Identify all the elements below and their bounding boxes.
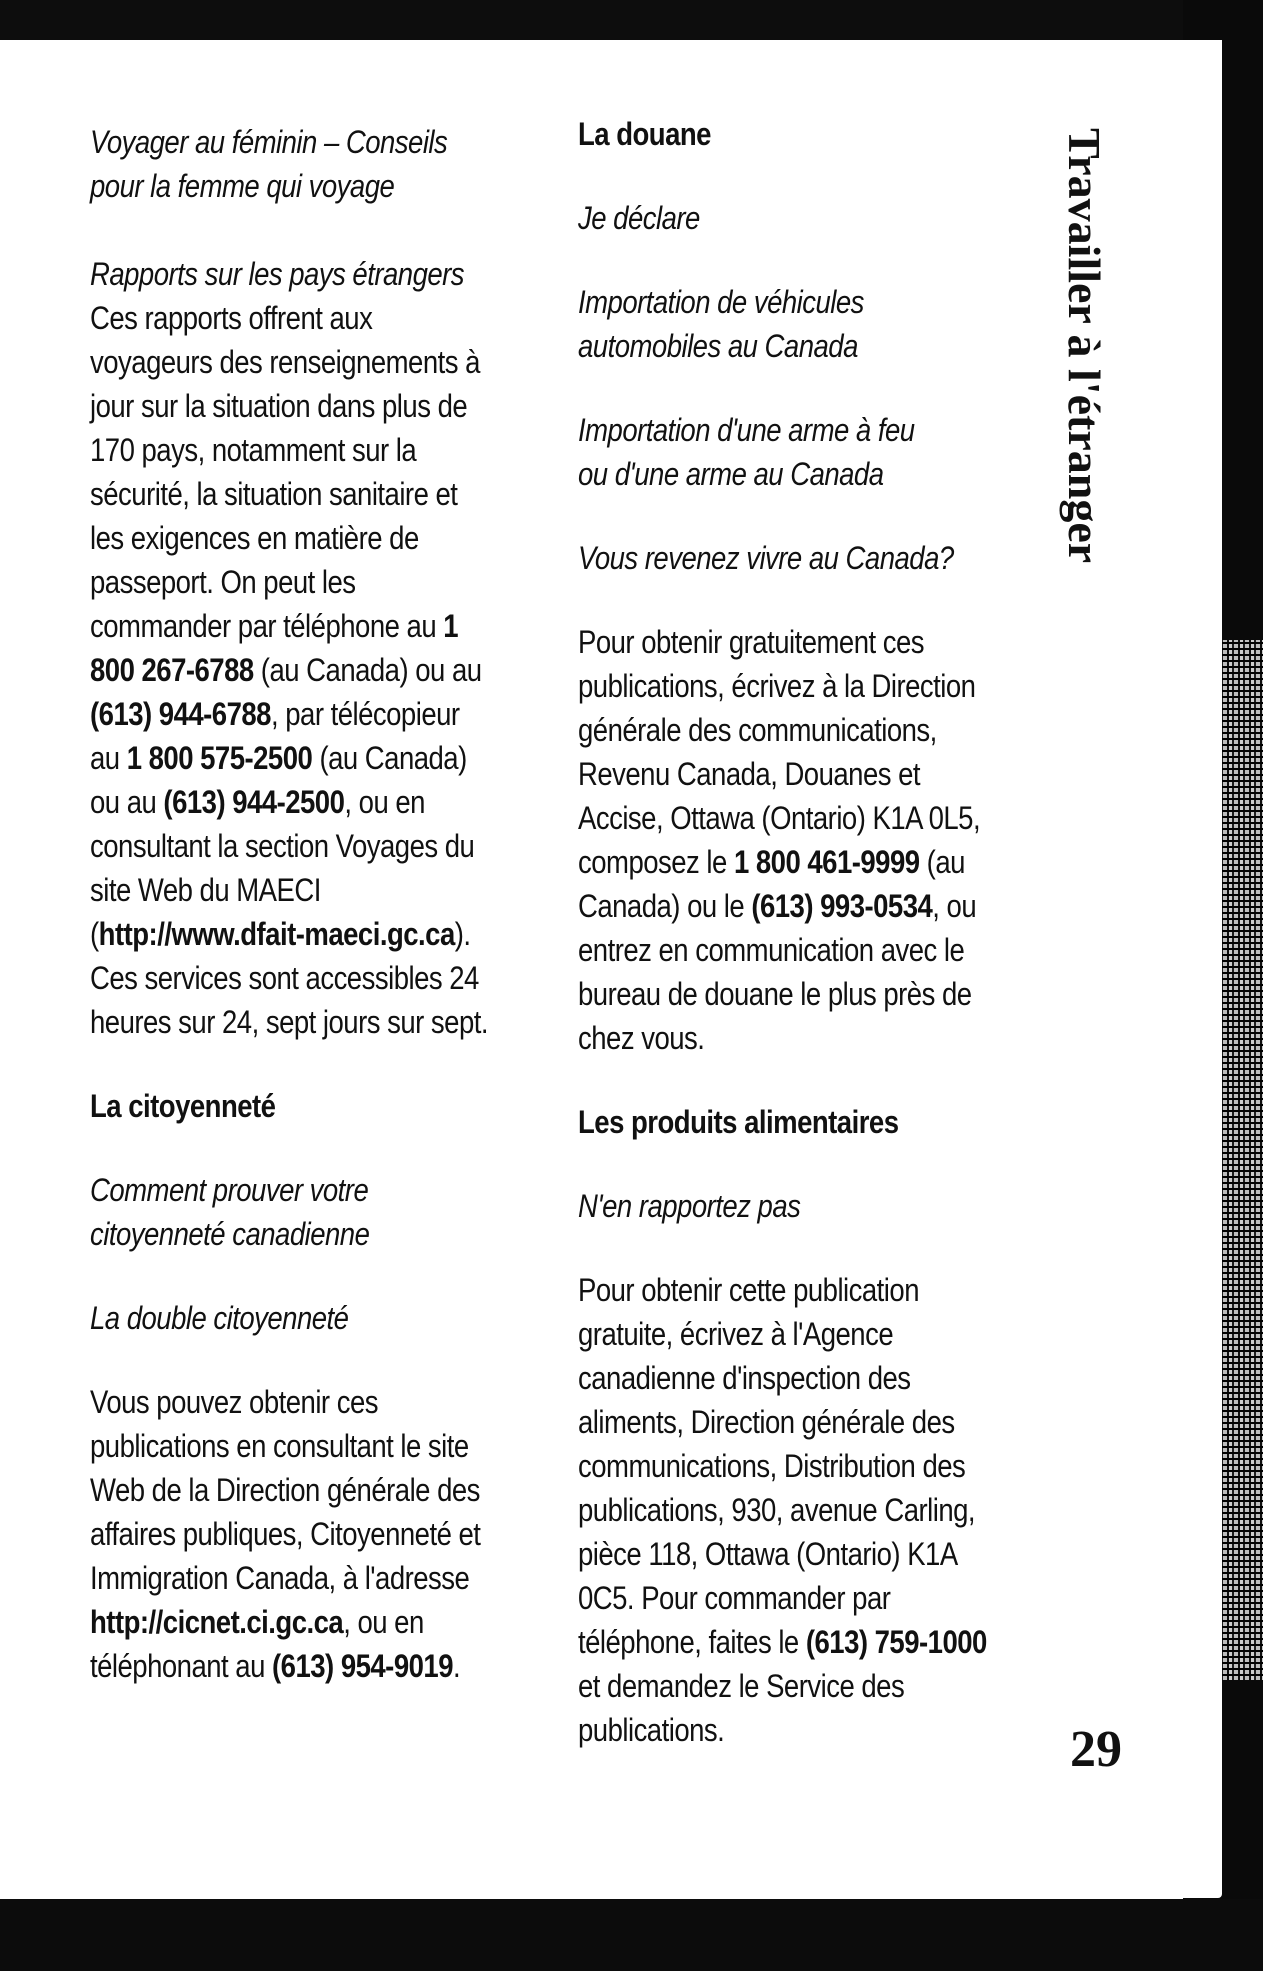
publication-title-line: Importation de véhicules bbox=[578, 284, 864, 320]
paragraph-text: , ou en téléphonant au bbox=[90, 1604, 424, 1684]
paragraph-text: (au Canada) ou au bbox=[90, 740, 467, 820]
publication-title-revenez: Vous revenez vivre au Canada? bbox=[578, 540, 954, 576]
paragraph-text: ). Ces services sont accessibles 24 heures sur 24, sept jours sur sept. bbox=[90, 916, 489, 1040]
paragraph-text: (au Canada) ou le bbox=[578, 844, 965, 924]
fax-number: 1 800 575-2500 bbox=[126, 740, 313, 776]
paragraph-text: Vous pouvez obtenir ces publications en consultant le site Web de la Direction générale des affaires publiques, Citoyenneté et Immigration Canada, à l'adresse bbox=[90, 1384, 481, 1596]
publication-title-voyager bbox=[90, 120, 494, 208]
paragraph-text: , par télécopieur au bbox=[90, 696, 460, 776]
phone-number: (613) 954-9019 bbox=[272, 1648, 454, 1684]
publication-title-line: citoyenneté canadienne bbox=[90, 1216, 370, 1252]
publication-title-rapports: Rapports sur les pays étrangers bbox=[90, 256, 465, 292]
paragraph-text: Pour obtenir gratuitement ces publications, écrivez à la Direction générale des communications, Revenu Canada, Douanes et Accise, Ottawa (Ontario) K1A 0L5, composez le bbox=[578, 624, 981, 880]
right-column bbox=[578, 112, 991, 1752]
paragraph-text: et demandez le Service des publications. bbox=[578, 1668, 905, 1748]
paragraph-text: Pour obtenir cette publication gratuite, écrivez à l'Agence canadienne d'inspection des aliments, Direction générale des communications, Distribution des publications, 930, avenue Carling, pièce 118, Ottawa (Ontario) K1A 0C5. Pour commander par téléphone, faites le bbox=[578, 1272, 976, 1660]
left-column bbox=[90, 120, 494, 1688]
publication-title-vehicules bbox=[578, 280, 991, 368]
scan-border-bottom bbox=[0, 1899, 1263, 1971]
publication-title-line: automobiles au Canada bbox=[578, 328, 858, 364]
publication-title-line: Importation d'une arme à feu bbox=[578, 412, 915, 448]
paragraph-text: (au Canada) ou au bbox=[253, 652, 482, 688]
publication-title-double: La double citoyenneté bbox=[90, 1300, 349, 1336]
phone-number: (613) 759-1000 bbox=[805, 1624, 987, 1660]
phone-number: 1 800 267-6788 bbox=[90, 608, 459, 688]
publication-title-line: ou d'une arme au Canada bbox=[578, 456, 884, 492]
publication-title-prouver bbox=[90, 1168, 494, 1256]
paragraph-text: Ces rapports offrent aux voyageurs des renseignements à jour sur la situation dans plus de 170 pays, notamment sur la sécurité, la situation sanitaire et les exigences en matière de passeport. On peut les commander par téléphone au bbox=[90, 300, 480, 644]
douane-paragraph bbox=[578, 620, 991, 1060]
section-heading-alimentaires: Les produits alimentaires bbox=[578, 1104, 899, 1140]
publication-title-je-declare: Je déclare bbox=[578, 200, 700, 236]
section-heading-citoyennete: La citoyenneté bbox=[90, 1088, 276, 1124]
paragraph-text: , ou en consultant la section Voyages du site Web du MAECI ( bbox=[90, 784, 475, 952]
publication-title-line: pour la femme qui voyage bbox=[90, 168, 395, 204]
section-heading-douane: La douane bbox=[578, 116, 711, 152]
phone-number: (613) 993-0534 bbox=[751, 888, 933, 924]
paragraph-text: , ou entrez en communication avec le bureau de douane le plus près de chez vous. bbox=[578, 888, 977, 1056]
phone-number: (613) 944-6788 bbox=[90, 696, 271, 732]
paragraph-text: . bbox=[453, 1648, 461, 1684]
publication-title-rapportez: N'en rapportez pas bbox=[578, 1188, 801, 1224]
publication-title-line: Comment prouver votre bbox=[90, 1172, 369, 1208]
chapter-side-title: Travailler à l'étranger bbox=[1059, 128, 1110, 564]
fax-number: (613) 944-2500 bbox=[163, 784, 345, 820]
scan-border-top bbox=[0, 0, 1263, 42]
citoyennete-paragraph bbox=[90, 1380, 494, 1688]
publication-title-arme bbox=[578, 408, 991, 496]
website-url: http://cicnet.ci.gc.ca bbox=[90, 1604, 344, 1640]
website-url: http://www.dfait-maeci.gc.ca bbox=[98, 916, 455, 952]
alimentaires-paragraph bbox=[578, 1268, 991, 1752]
rapports-paragraph bbox=[90, 296, 494, 1044]
page-number: 29 bbox=[1070, 1721, 1122, 1778]
publication-title-line: Voyager au féminin – Conseils bbox=[90, 124, 448, 160]
phone-number: 1 800 461-9999 bbox=[733, 844, 920, 880]
